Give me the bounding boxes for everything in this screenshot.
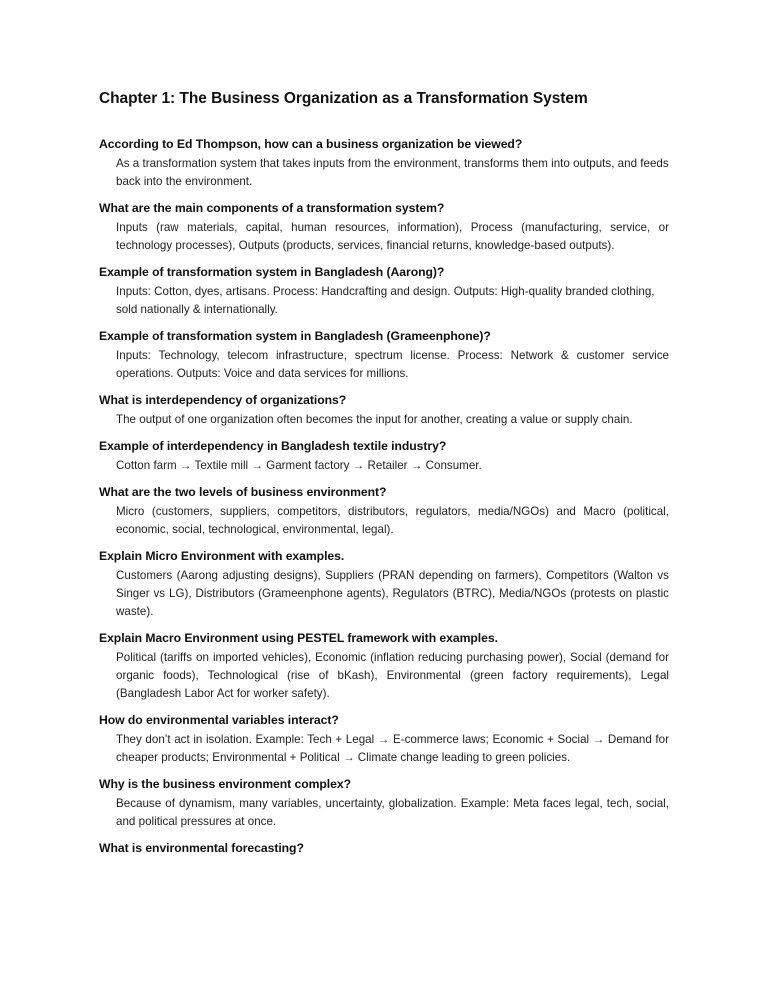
qa-answer: Inputs (raw materials, capital, human resources, information), Process (manufacturing, service, or technology processes), Outputs (products, services, financial returns, knowledge-based outputs).	[116, 221, 669, 252]
qa-block	[99, 548, 669, 621]
page-title: Chapter 1: The Business Organization as a Transformation System	[99, 90, 588, 107]
qa-answer: Inputs: Technology, telecom infrastructure, spectrum license. Process: Network & customer service operations. Outputs: Voice and data services for millions.	[116, 349, 669, 380]
qa-answer: They don’t act in isolation. Example: Tech + Legal → E-commerce laws; Economic + Social → Demand for cheaper products; Environmental + Political → Climate change leading to green policies.	[116, 733, 669, 764]
qa-answer: Inputs: Cotton, dyes, artisans. Process: Handcrafting and design. Outputs: High-quality branded clothing, sold nationally & internationally.	[116, 285, 655, 316]
qa-answer: The output of one organization often becomes the input for another, creating a value or supply chain.	[116, 413, 633, 426]
qa-question: Explain Micro Environment with examples.	[99, 549, 345, 563]
qa-block	[99, 712, 669, 767]
qa-question: Example of transformation system in Bangladesh (Grameenphone)?	[99, 329, 491, 343]
qa-answer: Cotton farm → Textile mill → Garment factory → Retailer → Consumer.	[116, 459, 482, 472]
qa-question: Why is the business environment complex?	[99, 777, 351, 791]
qa-block	[99, 484, 669, 539]
qa-block	[99, 776, 669, 831]
qa-block	[99, 200, 669, 255]
qa-block	[99, 328, 669, 383]
qa-question: Example of transformation system in Bangladesh (Aarong)?	[99, 265, 445, 279]
qa-answer: As a transformation system that takes inputs from the environment, transforms them into outputs, and feeds back into the environment.	[116, 157, 669, 188]
qa-question: Example of interdependency in Bangladesh textile industry?	[99, 439, 447, 453]
qa-block	[99, 136, 669, 191]
qa-block	[99, 392, 669, 429]
qa-question: What is environmental forecasting?	[99, 841, 304, 855]
qa-question: What are the main components of a transformation system?	[99, 201, 445, 215]
qa-question: How do environmental variables interact?	[99, 713, 339, 727]
qa-question: What are the two levels of business environment?	[99, 485, 387, 499]
document-content	[99, 88, 669, 859]
qa-question: According to Ed Thompson, how can a business organization be viewed?	[99, 137, 523, 151]
qa-block	[99, 264, 669, 319]
qa-answer: Micro (customers, suppliers, competitors, distributors, regulators, media/NGOs) and Macro (political, economic, social, technological, environmental, legal).	[116, 505, 669, 536]
qa-answer: Because of dynamism, many variables, uncertainty, globalization. Example: Meta faces legal, tech, social, and political pressures at once.	[116, 797, 669, 828]
qa-block	[99, 438, 669, 475]
qa-question: What is interdependency of organizations?	[99, 393, 347, 407]
qa-block	[99, 840, 669, 856]
qa-block	[99, 630, 669, 703]
qa-section-list	[99, 136, 669, 856]
qa-answer: Political (tariffs on imported vehicles), Economic (inflation reducing purchasing power), Social (demand for organic foods), Technological (rise of bKash), Environmental (green factory requirements), Legal (Bangladesh Labor Act for worker safety).	[116, 651, 669, 700]
qa-answer: Customers (Aarong adjusting designs), Suppliers (PRAN depending on farmers), Competitors (Walton vs Singer vs LG), Distributors (Grameenphone agents), Regulators (BTRC), Media/NGOs (protests on plastic waste).	[116, 569, 669, 618]
qa-question: Explain Macro Environment using PESTEL framework with examples.	[99, 631, 498, 645]
